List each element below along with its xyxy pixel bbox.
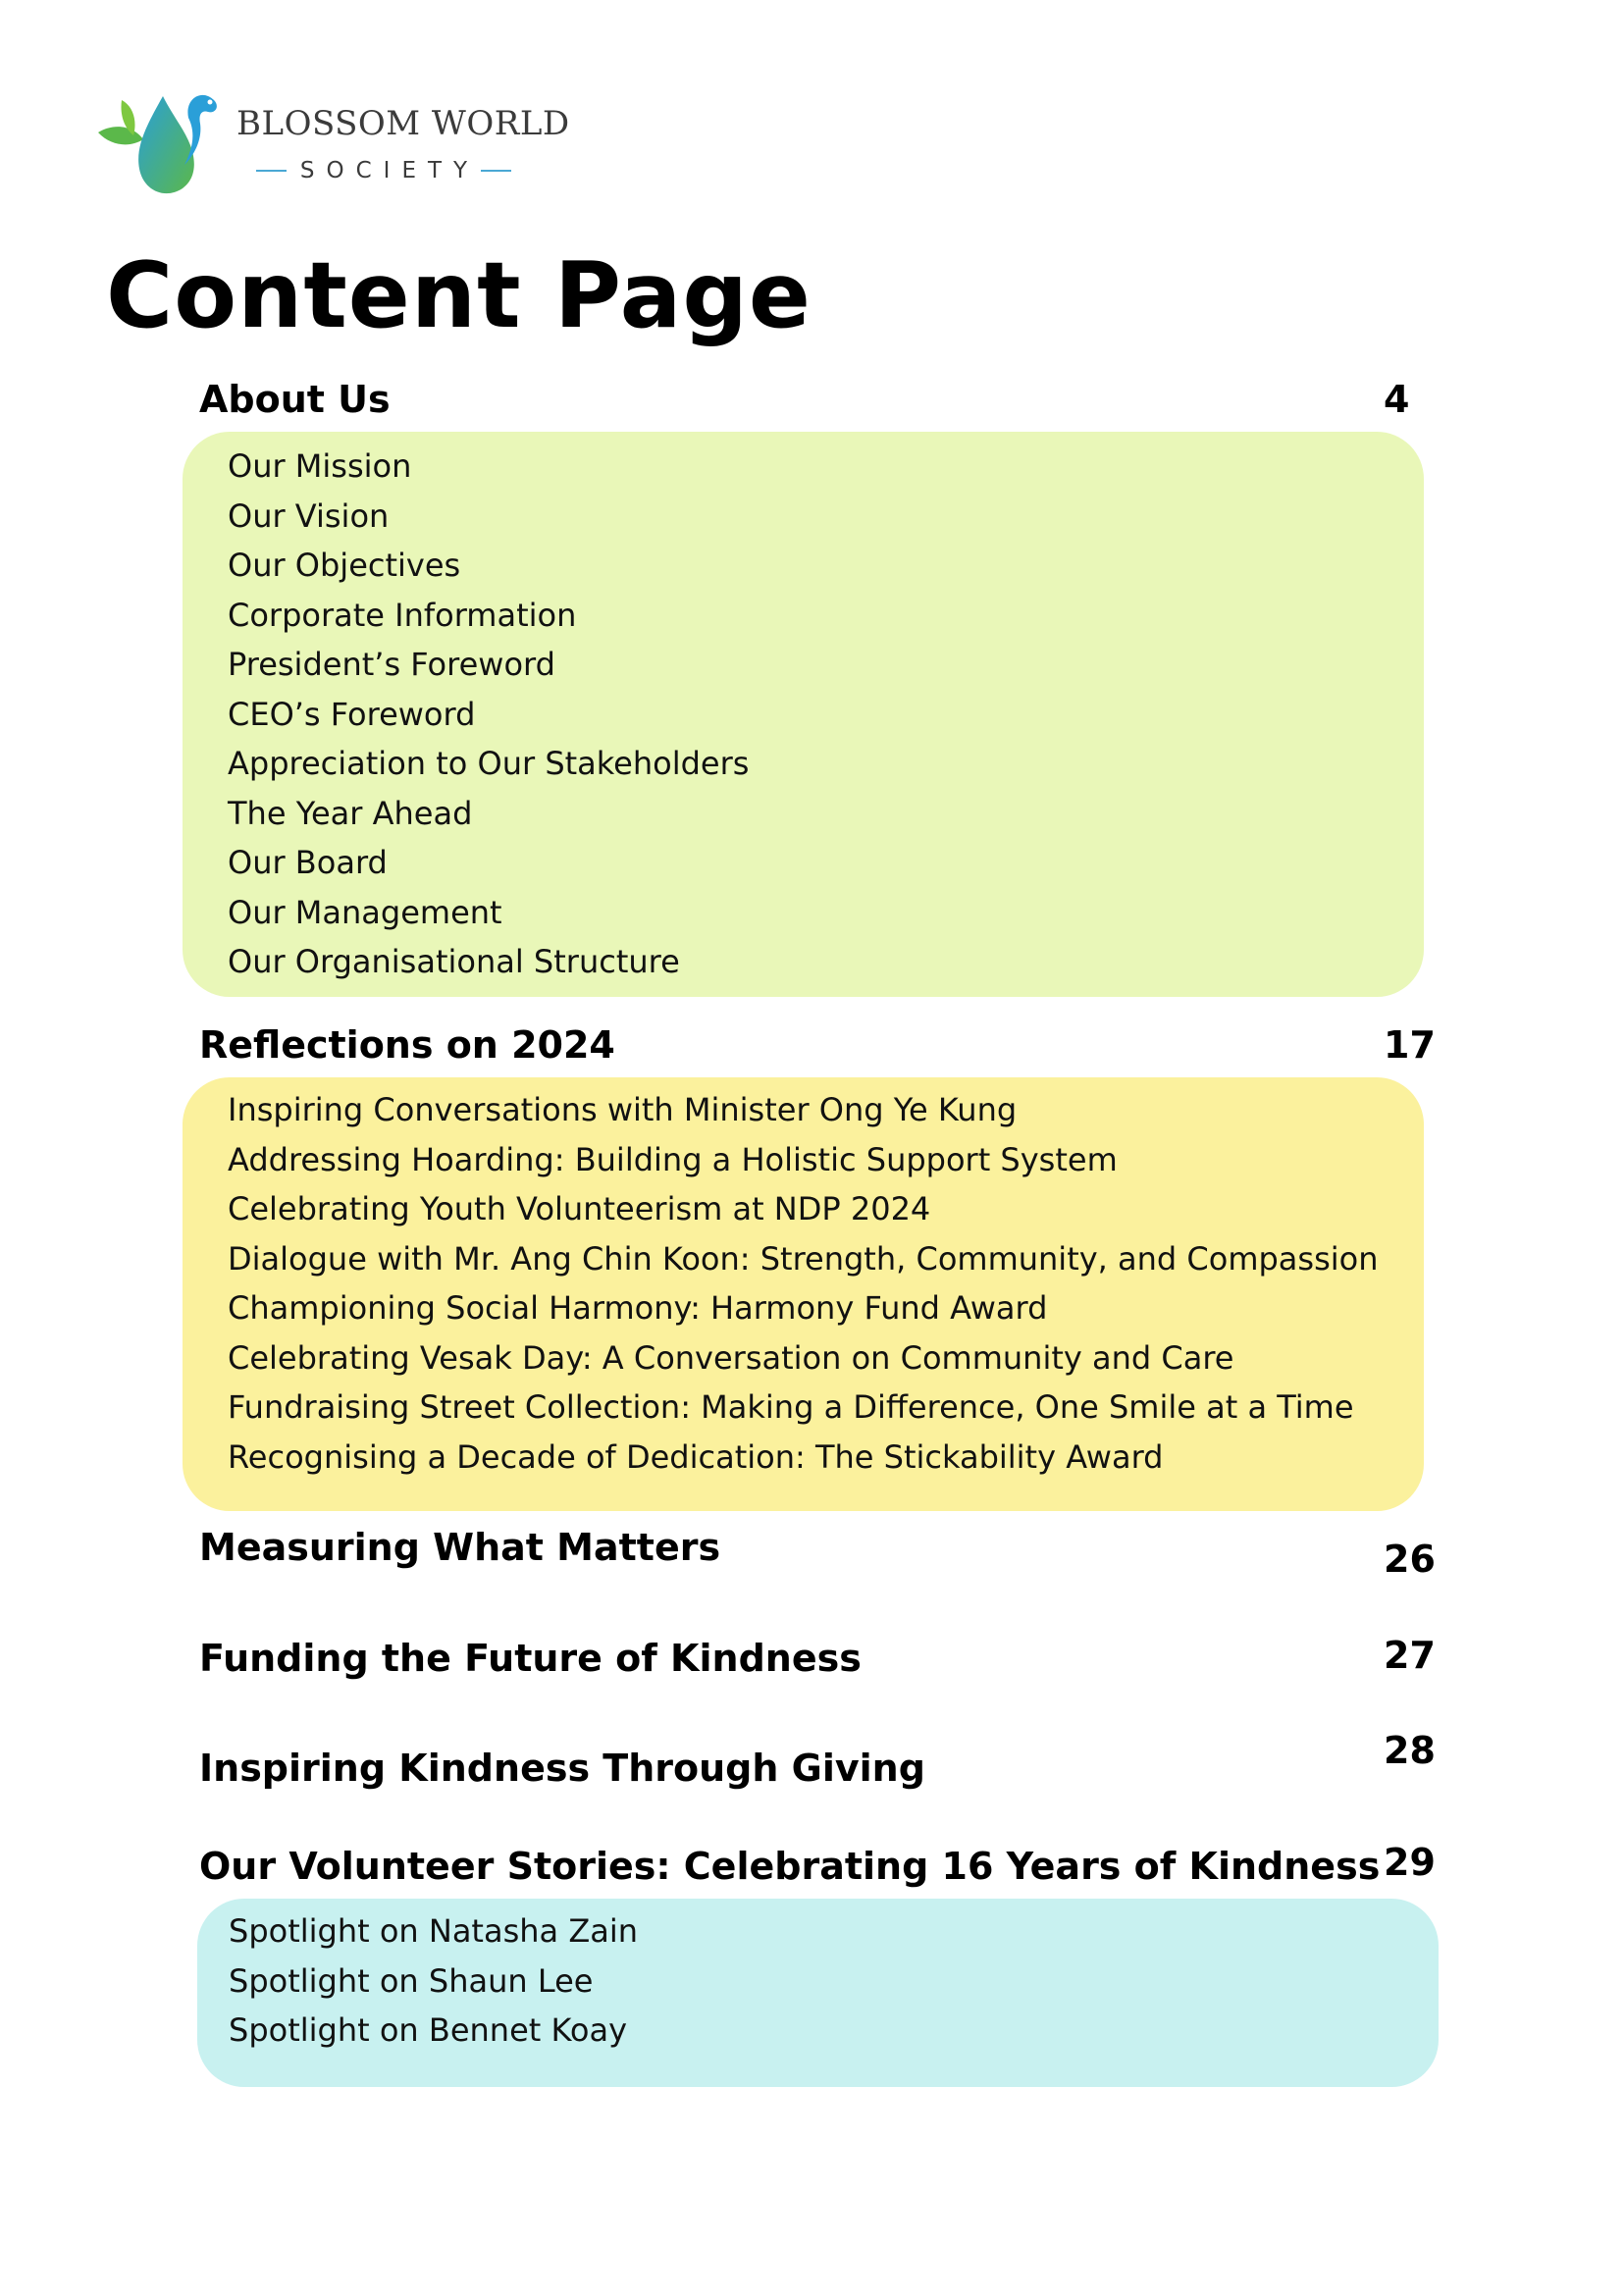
toc-item: Dialogue with Mr. Ang Chin Koon: Strength, Community, and Compassion [228,1239,1379,1278]
section-heading-giving: Inspiring Kindness Through Giving [199,1747,925,1790]
toc-item: President’s Foreword [228,646,555,683]
logo-subtitle [256,153,511,188]
toc-item: Corporate Information [228,596,577,634]
section-box-volunteer-stories [197,1899,1439,2087]
logo-rule-right [481,170,511,172]
section-heading-about-us: About Us [199,378,391,421]
toc-item: Recognising a Decade of Dedication: The Stickability Award [228,1437,1164,1476]
toc-item: Inspiring Conversations with Minister Ong Ye Kung [228,1091,1018,1128]
toc-item: Appreciation to Our Stakeholders [228,745,750,782]
toc-item: Celebrating Youth Volunteerism at NDP 2024 [228,1190,931,1227]
toc-item: Celebrating Vesak Day: A Conversation on Community and Care [228,1338,1234,1377]
section-page-giving: 28 [1384,1729,1436,1772]
section-page-measuring: 26 [1384,1538,1436,1581]
section-heading-volunteer-stories: Our Volunteer Stories: Celebrating 16 Years of Kindness [199,1845,1381,1888]
toc-item: Our Organisational Structure [228,943,680,980]
toc-item: Fundraising Street Collection: Making a Difference, One Smile at a Time [228,1388,1354,1426]
section-page-funding: 27 [1384,1634,1436,1677]
toc-item: Spotlight on Shaun Lee [229,1961,594,2000]
toc-item: Championing Social Harmony: Harmony Fund Award [228,1289,1048,1327]
section-heading-reflections: Reflections on 2024 [199,1023,615,1067]
section-page-reflections: 17 [1384,1023,1436,1067]
section-page-about-us: 4 [1384,378,1410,421]
toc-item: Addressing Hoarding: Building a Holistic Support System [228,1140,1118,1178]
toc-item: The Year Ahead [228,794,473,832]
logo-name: BLOSSOM WORLD [236,104,570,143]
logo-rule-left [256,170,287,172]
toc-item: Our Vision [228,496,390,535]
toc-item: Our Mission [228,447,412,485]
toc-item: Our Management [228,893,502,931]
toc-item: Our Objectives [228,547,461,584]
page-title: Content Page [106,242,812,348]
section-heading-measuring: Measuring What Matters [199,1526,721,1569]
section-page-volunteer-stories: 29 [1384,1841,1436,1884]
toc-item: Spotlight on Natasha Zain [229,1912,639,1950]
toc-item: CEO’s Foreword [228,695,476,733]
section-box-about-us [183,432,1424,997]
logo [94,78,570,206]
section-heading-funding: Funding the Future of Kindness [199,1637,862,1680]
swan-leaf-logo-icon [94,78,232,204]
toc-item: Our Board [228,844,388,881]
toc-item: Spotlight on Bennet Koay [229,2011,627,2049]
section-box-reflections [183,1077,1424,1511]
logo-subtitle-text: SOCIETY [299,158,480,183]
